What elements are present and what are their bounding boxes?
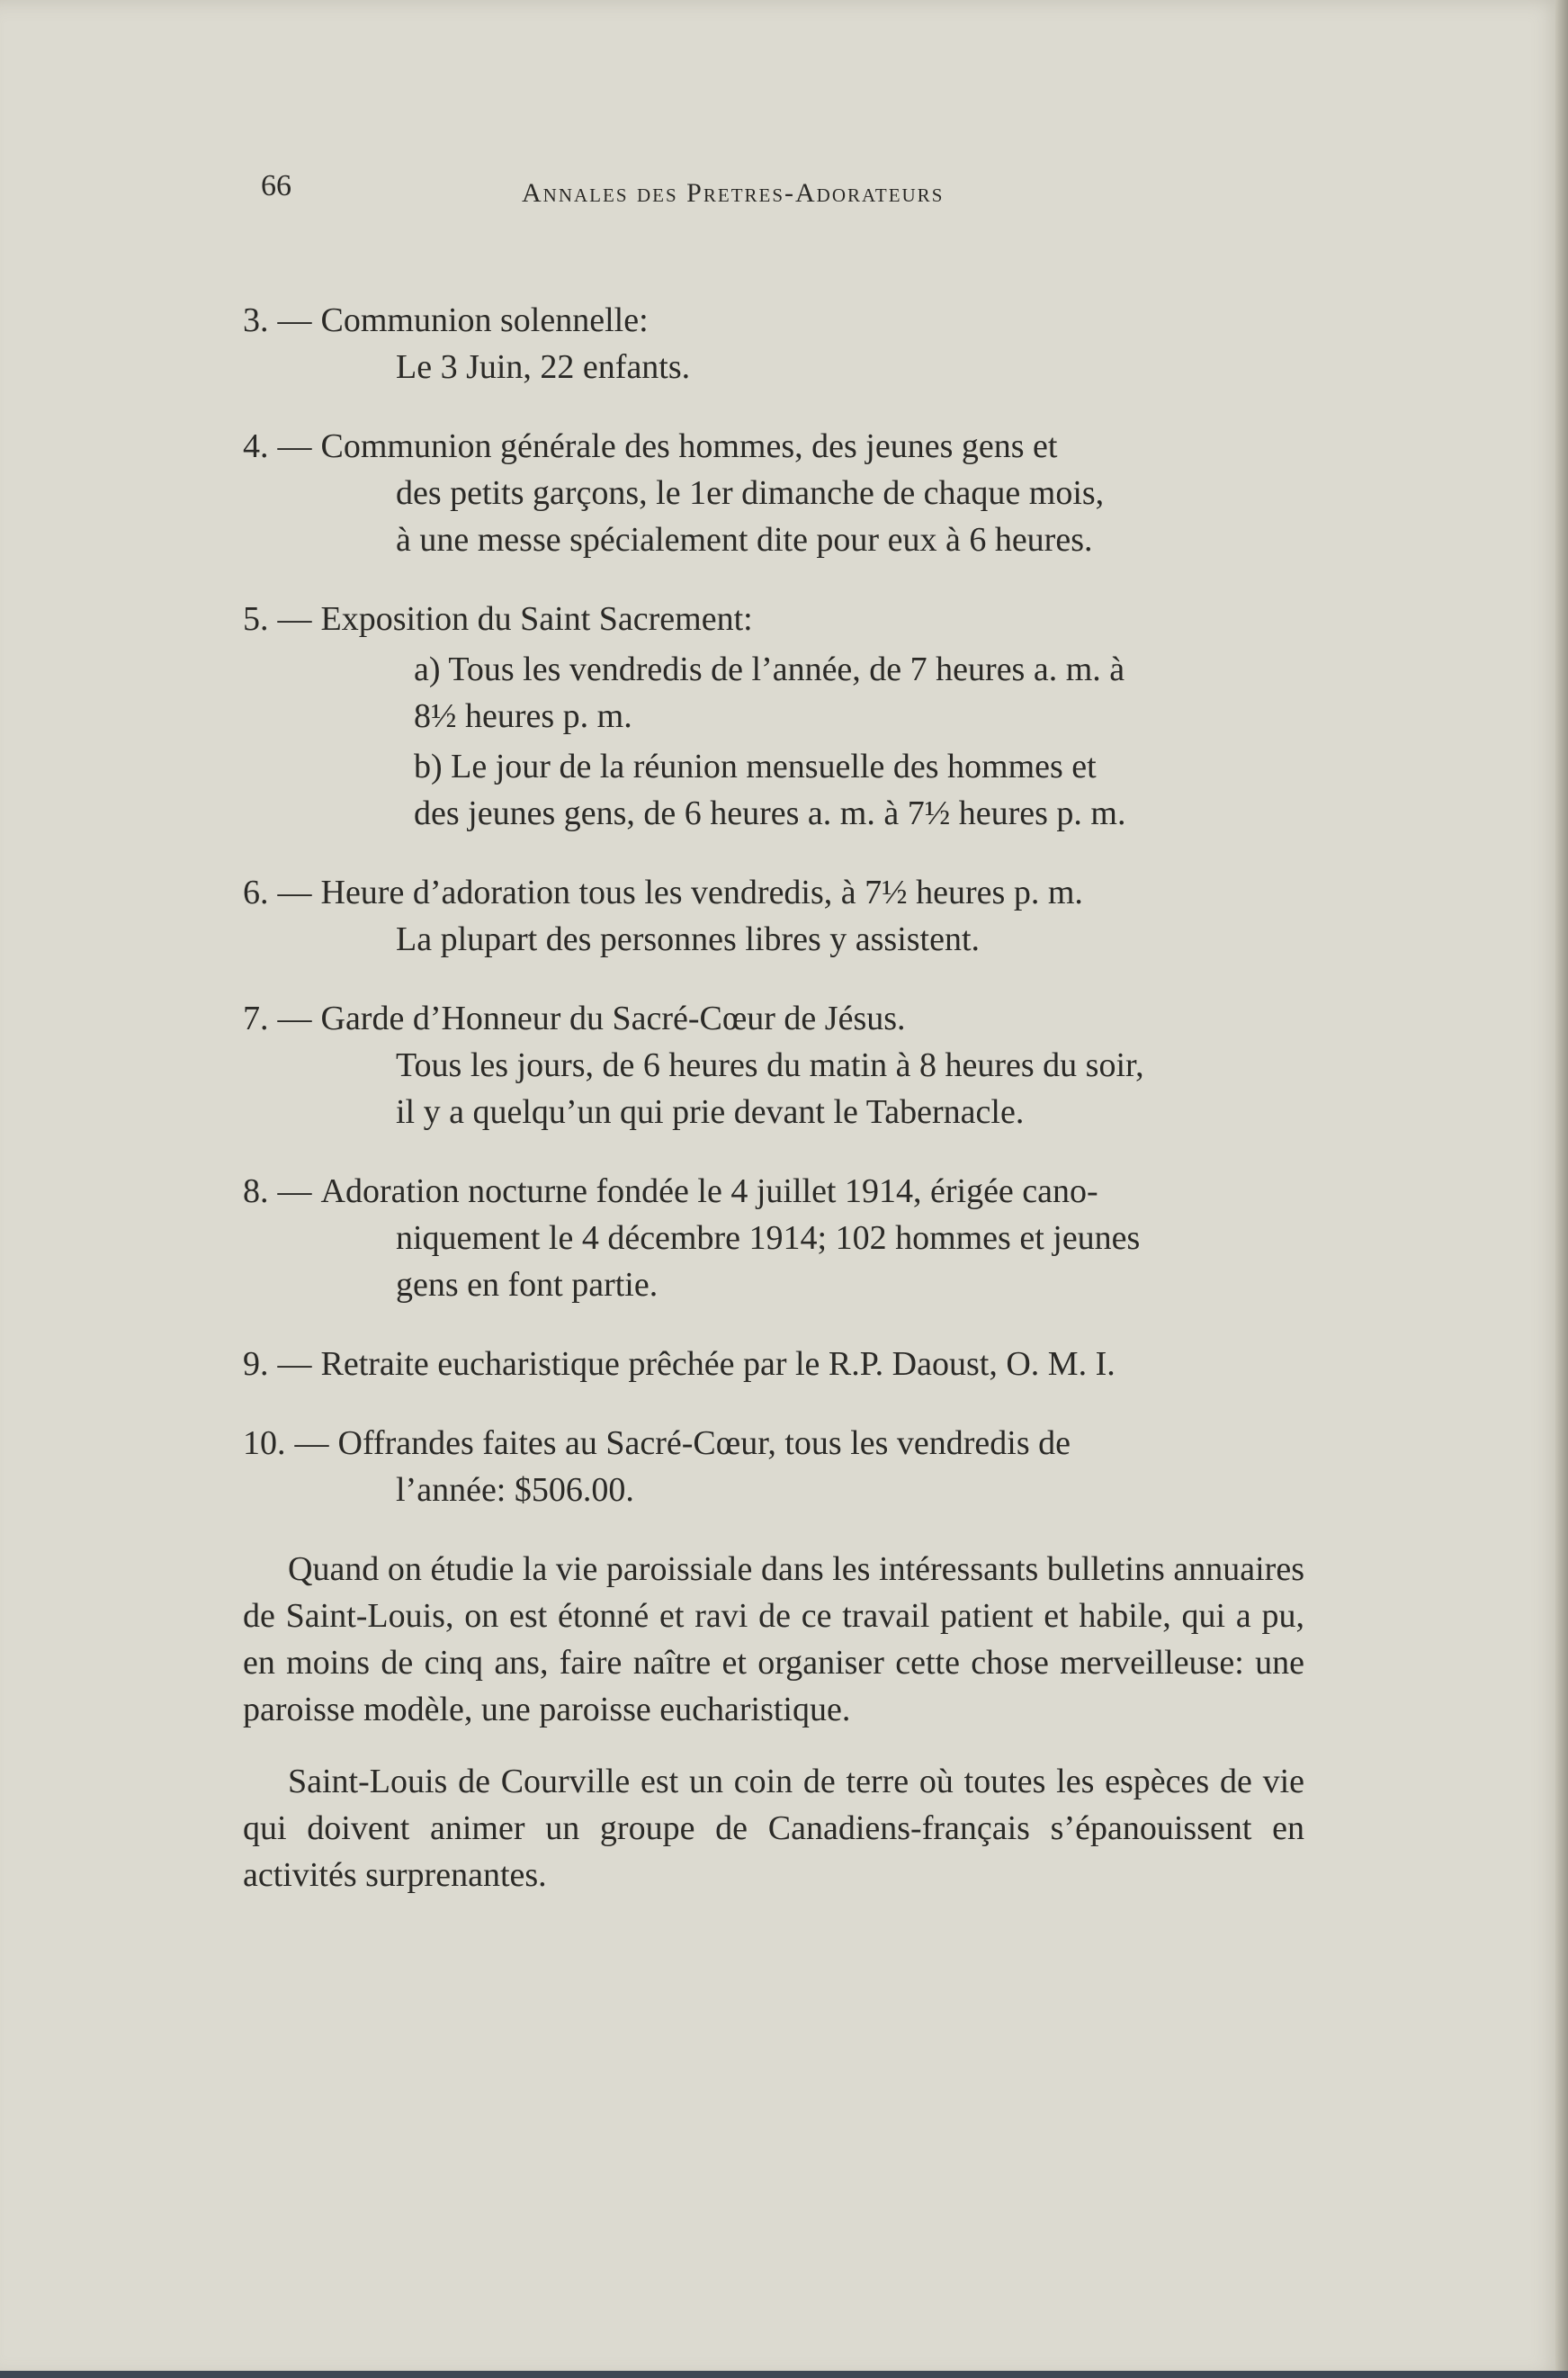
sub-item-line: 8½ heures p. m. xyxy=(414,697,632,735)
paragraph: Quand on étudie la vie paroissiale dans les intéressants bulletins annuaires de Saint-Louis, on est étonné et ravi de ce travail patient et habile, qui a pu, en moins de cinq ans, faire naître et organiser cette chose merveilleuse: une paroisse modèle, une paroisse eucharistique. xyxy=(243,1550,1304,1728)
bottom-edge xyxy=(0,2371,1568,2378)
sub-item xyxy=(243,743,1304,837)
list-item xyxy=(243,297,1304,390)
item-line: l’année: $506.00. xyxy=(396,1471,634,1509)
item-number: 5. xyxy=(243,600,269,638)
sub-item-line: des jeunes gens, de 6 heures a. m. à 7½ heures p. m. xyxy=(414,794,1126,832)
sub-item-line: a) Tous les vendredis de l’année, de 7 heures a. m. à xyxy=(414,651,1125,688)
item-number: 7. xyxy=(243,1000,269,1037)
running-title: Annales des Pretres-Adorateurs xyxy=(522,178,945,208)
list-item xyxy=(243,1168,1304,1308)
item-title: Heure d’adoration tous les vendredis, à 7½ heures p. m. xyxy=(320,874,1083,911)
list-item xyxy=(243,1420,1304,1513)
item-title: Retraite eucharistique prêchée par le R.P. Daoust, O. M. I. xyxy=(320,1345,1116,1383)
page-number: 66 xyxy=(261,169,291,202)
dash: — xyxy=(277,1345,312,1383)
list-item xyxy=(243,423,1304,563)
item-line: Tous les jours, de 6 heures du matin à 8 heures du soir, xyxy=(396,1046,1144,1084)
list-item xyxy=(243,1341,1304,1387)
item-number: 9. xyxy=(243,1345,269,1383)
dash: — xyxy=(277,1000,312,1037)
item-line: La plupart des personnes libres y assistent. xyxy=(396,920,981,958)
dash: — xyxy=(277,600,312,638)
item-line: il y a quelqu’un qui prie devant le Tabernacle. xyxy=(396,1093,1025,1131)
item-number: 10. xyxy=(243,1424,286,1462)
list-item xyxy=(243,995,1304,1135)
paragraph: Saint-Louis de Courville est un coin de terre où toutes les espèces de vie qui doivent animer un groupe de Canadiens-français s’épanouissent en activités surprenantes. xyxy=(243,1763,1304,1894)
item-title: Adoration nocturne fondée le 4 juillet 1914, érigée cano- xyxy=(320,1172,1098,1210)
item-title: Communion solennelle: xyxy=(320,301,649,339)
item-number: 6. xyxy=(243,874,269,911)
item-line: à une messe spécialement dite pour eux à 6 heures. xyxy=(396,521,1093,559)
list-item xyxy=(243,596,1304,837)
sub-item-line: b) Le jour de la réunion mensuelle des hommes et xyxy=(414,748,1097,785)
list-item xyxy=(243,869,1304,963)
item-title: Offrandes faites au Sacré-Cœur, tous les vendredis de xyxy=(337,1424,1071,1462)
dash: — xyxy=(277,1172,312,1210)
dash: — xyxy=(294,1424,329,1462)
item-number: 8. xyxy=(243,1172,269,1210)
item-line: niquement le 4 décembre 1914; 102 hommes et jeunes xyxy=(396,1219,1141,1257)
item-number: 4. xyxy=(243,427,269,465)
item-line: Le 3 Juin, 22 enfants. xyxy=(396,348,691,386)
body-text xyxy=(243,297,1304,1898)
dash: — xyxy=(277,301,312,339)
item-number: 3. xyxy=(243,301,269,339)
item-title: Garde d’Honneur du Sacré-Cœur de Jésus. xyxy=(320,1000,906,1037)
sub-item xyxy=(243,646,1304,740)
item-line: gens en font partie. xyxy=(396,1266,659,1304)
item-line: des petits garçons, le 1er dimanche de chaque mois, xyxy=(396,474,1105,512)
dash: — xyxy=(277,874,312,911)
item-title: Exposition du Saint Sacrement: xyxy=(320,600,753,638)
page-edge xyxy=(1555,0,1568,2378)
item-title: Communion générale des hommes, des jeunes gens et xyxy=(320,427,1058,465)
dash: — xyxy=(277,427,312,465)
page-header xyxy=(261,169,1071,214)
